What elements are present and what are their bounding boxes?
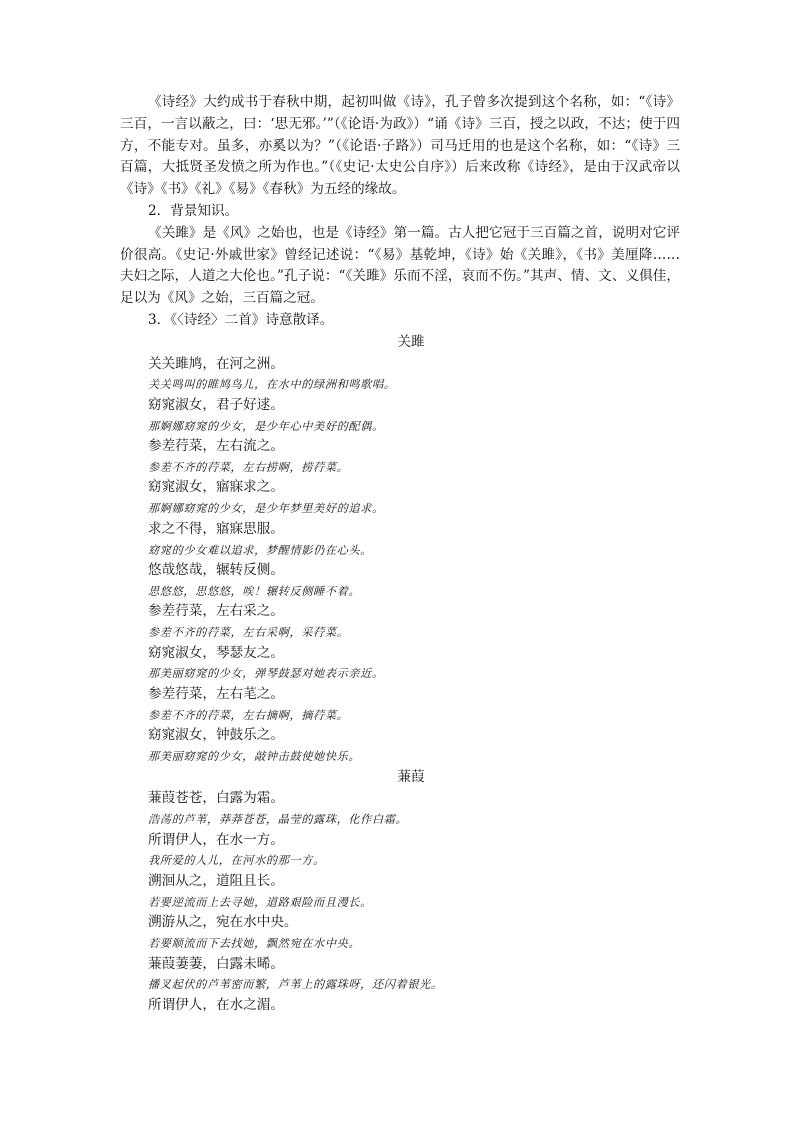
translation-line: 参差不齐的荇菜，左右捞啊，捞荇菜。	[148, 460, 349, 474]
verse-line: 参差荇菜，左右流之。	[148, 438, 284, 455]
verse-line: 所谓伊人，在水之湄。	[148, 996, 284, 1013]
verse-line: 参差荇菜，左右采之。	[148, 603, 284, 620]
background-paragraph: 《关雎》是《风》之始也，也是《诗经》第一篇。古人把它冠于三百篇之首，说明对它评价很高。《史记·外戚世家》曾经记述说：“《易》基乾坤，《诗》始《关雎》，《书》美厘降……夫妇之际，人道之大伦也。”孔子说：“《关雎》乐而不淫，哀而不伤。”其声、情、文、义俱佳，足以为《风》之始，三百篇之冠。	[120, 224, 680, 307]
poem-title: 蒹葭	[397, 768, 425, 785]
translation-line: 浩荡的芦苇，莽莽苍苍，晶莹的露珠，化作白霜。	[148, 813, 408, 827]
translation-line: 若要逆流而上去寻她，道路艰险而且漫长。	[148, 895, 372, 909]
translation-line: 参差不齐的荇菜，左右采啊，采荇菜。	[148, 626, 349, 640]
verse-line: 参差荇菜，左右芼之。	[148, 685, 284, 702]
document-page	[120, 92, 680, 1017]
verse-line: 窈窕淑女，寤寐求之。	[148, 479, 284, 496]
translation-line: 那婀娜窈窕的少女，是少年心中美好的配偶。	[148, 419, 384, 433]
translation-line: 播叉起伏的芦苇密而繁，芦苇上的露珠呀，还闪着银光。	[148, 978, 443, 992]
verse-line: 关关雎鸠，在河之洲。	[148, 355, 284, 372]
poem-guanju	[120, 332, 680, 767]
verse-line: 溯洄从之，道阻且长。	[148, 872, 284, 889]
intro-paragraph: 《诗经》大约成书于春秋中期，起初叫做《诗》，孔子曾多次提到这个名称，如：“《诗》三百，一言以蔽之，曰：‘思无邪。’”（《论语·为政》）“诵《诗》三百，授之以政，不达；使于四方，不能专对。虽多，亦奚以为？”（《论语·子路》）司马迁用的也是这个名称，如：“《诗》三百篇，大抵贤圣发愤之所为作也。”（《史记·太史公自序》）后来改称《诗经》，是由于汉武帝以《诗》《书》《礼》《易》《春秋》为五经的缘故。	[120, 94, 680, 198]
translation-line: 参差不齐的荇菜，左右摘啊，摘荇菜。	[148, 708, 349, 722]
translation-line: 思悠悠，思悠悠，唉！辗转反侧睡不着。	[148, 584, 361, 598]
verse-line: 窈窕淑女，君子好逑。	[148, 396, 284, 413]
translation-line: 关关鸣叫的睢鸠鸟儿，在水中的绿洲和鸣歌唱。	[148, 378, 396, 392]
section-heading-translation: 3．《〈诗经〉二首》诗意散译。	[148, 311, 334, 328]
translation-line: 若要顺流而下去找她，飘然宛在水中央。	[148, 937, 361, 951]
verse-line: 窈窕淑女，琴瑟友之。	[148, 644, 284, 661]
poem-title: 关雎	[397, 333, 425, 350]
section-heading-background: 2．背景知识。	[148, 202, 239, 219]
translation-line: 那婀娜窈窕的少女，是少年梦里美好的追求。	[148, 502, 384, 516]
verse-line: 蒹葭萋萋，白露未晞。	[148, 955, 284, 972]
translation-line: 我所爱的人儿，在河水的那一方。	[148, 854, 325, 868]
verse-line: 窈窕淑女，钟鼓乐之。	[148, 727, 284, 744]
verse-line: 求之不得，寤寐思服。	[148, 520, 284, 537]
poem-jianjia	[120, 767, 680, 1017]
verse-line: 悠哉悠哉，辗转反侧。	[148, 562, 284, 579]
verse-line: 所谓伊人，在水一方。	[148, 831, 284, 848]
translation-line: 窈窕的少女难以追求，梦醒情影仍在心头。	[148, 543, 372, 557]
verse-line: 溯游从之，宛在水中央。	[148, 914, 298, 931]
translation-line: 那美丽窈窕的少女，敲钟击鼓使她快乐。	[148, 750, 361, 764]
translation-line: 那美丽窈窕的少女，弹琴鼓瑟对她表示亲近。	[148, 667, 384, 681]
verse-line: 蒹葭苍苍，白露为霜。	[148, 790, 284, 807]
